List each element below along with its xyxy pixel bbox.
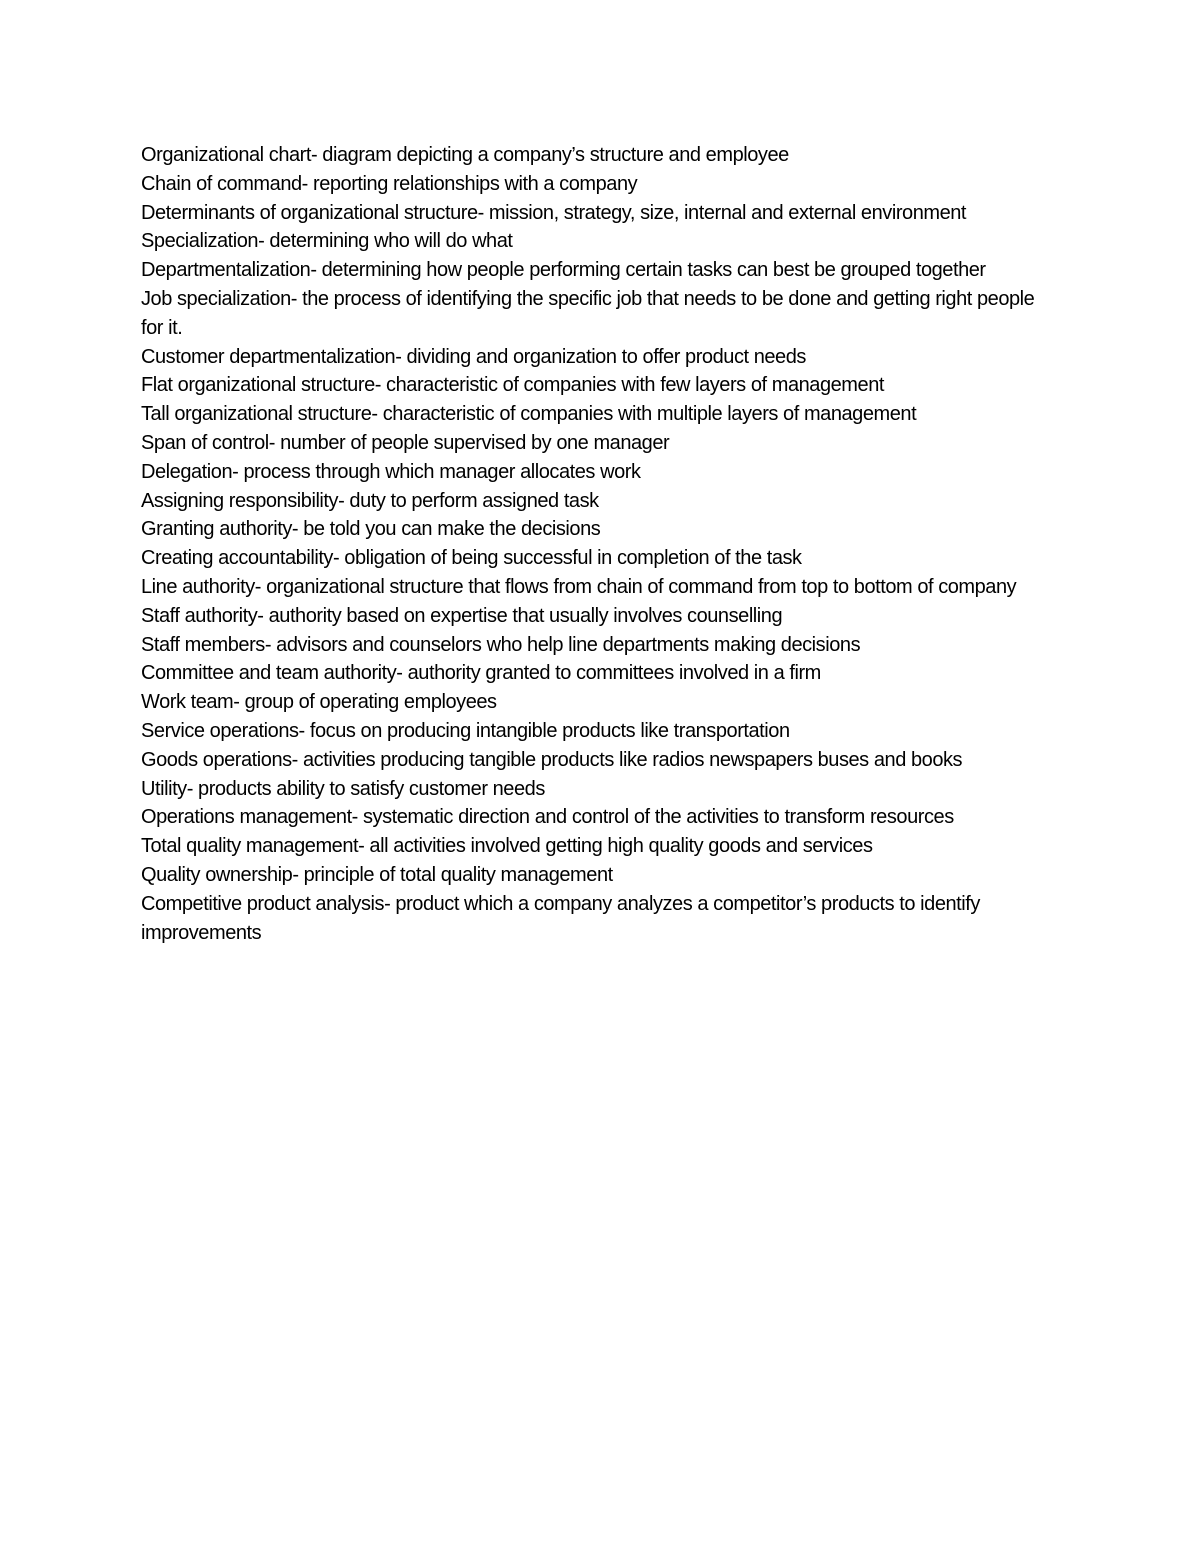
definition-entry: Goods operations- activities producing tangible products like radios newspapers buses and books (141, 748, 963, 771)
definition-entry: Job specialization- the process of identifying the specific job that needs to be done and getting right people for it. (141, 287, 1035, 339)
definition-entry: Quality ownership- principle of total quality management (141, 863, 613, 886)
definition-entry: Customer departmentalization- dividing and organization to offer product needs (141, 345, 806, 368)
definition-entry: Tall organizational structure- characteristic of companies with multiple layers of management (141, 403, 917, 426)
definition-entry: Chain of command- reporting relationships with a company (141, 172, 638, 195)
definition-entry: Flat organizational structure- characteristic of companies with few layers of management (141, 374, 884, 397)
definition-entry: Organizational chart- diagram depicting a company’s structure and employee (141, 144, 789, 166)
definition-entry: Staff members- advisors and counselors who help line departments making decisions (141, 633, 861, 656)
definition-entry: Competitive product analysis- product which a company analyzes a competitor’s products to identify improvements (141, 892, 980, 944)
definition-entry: Delegation- process through which manager allocates work (141, 460, 641, 483)
definition-entry: Total quality management- all activities involved getting high quality goods and services (141, 835, 873, 858)
document-body (141, 141, 1059, 947)
definition-entry: Granting authority- be told you can make the decisions (141, 518, 601, 541)
definition-entry: Utility- products ability to satisfy customer needs (141, 777, 545, 800)
definition-entry: Work team- group of operating employees (141, 691, 497, 714)
definition-entry: Committee and team authority- authority granted to committees involved in a firm (141, 662, 821, 685)
definition-entry: Service operations- focus on producing intangible products like transportation (141, 719, 790, 742)
definition-entry: Line authority- organizational structure that flows from chain of command from top to bottom of company (141, 575, 1017, 598)
definition-entry: Assigning responsibility- duty to perform assigned task (141, 489, 599, 512)
definition-entry: Staff authority- authority based on expertise that usually involves counselling (141, 604, 783, 627)
definition-entry: Departmentalization- determining how people performing certain tasks can best be grouped together (141, 259, 986, 282)
definition-entry: Specialization- determining who will do what (141, 230, 513, 253)
definition-entry: Determinants of organizational structure- mission, strategy, size, internal and external environment (141, 201, 967, 224)
definition-entry: Span of control- number of people supervised by one manager (141, 431, 670, 454)
definition-entry: Operations management- systematic direction and control of the activities to transform resources (141, 806, 954, 829)
definition-entry: Creating accountability- obligation of being successful in completion of the task (141, 547, 802, 570)
